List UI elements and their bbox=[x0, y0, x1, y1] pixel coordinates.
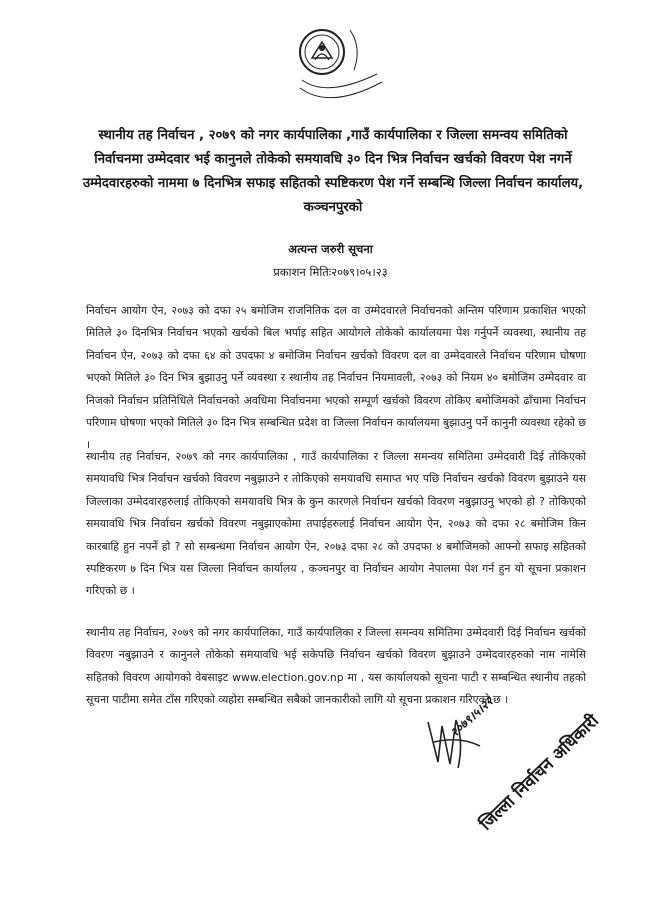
paragraph-legal-provision: निर्वाचन आयोग ऐन, २०७३ को दफा २५ बमोजिम राजनितिक दल वा उम्मेदवारले निर्वाचनको अन्तिम परिणाम प्रकाशित भएको मितिले ३० दिनभित्र निर्वाचन भएको खर्चको बिल भर्पाइ सहित आयोगले तोकेको कार्यालयमा पेश गर्नुपर्ने व्यवस्था, स्थानीय तह निर्वाचन ऐन, २०७३ को दफा ६४ को उपदफा ४ बमोजिम निर्वाचन खर्चको विवरण दल वा उम्मेदवारले निर्वाचन परिणाम घोषणा भएको मितिले ३० दिन भित्र बुझाउनु पर्ने व्यवस्था र स्थानीय तह निर्वाचन नियमावली, २०७३ को नियम ४० बमोजिम उम्मेदवार वा निजको निर्वाचन प्रतिनिधिले निर्वाचनको अवधिमा निर्वाचनमा भएको सम्पूर्ण खर्चको विवरण तोकिए बमोजिमको ढाँचामा निर्वाचन परिणाम घोषणा भएको मितिले ३० दिन भित्र सम्बन्धित प्रदेश वा जिल्ला निर्वाचन कार्यालयमा बुझाउनु पर्ने कानुनी व्यवस्था रहेको छ । bbox=[86, 304, 586, 452]
paragraph-clarification-request: स्थानीय तह निर्वाचन, २०७९ को नगर कार्यपालिका , गाउँ कार्यपालिका र जिल्ला समन्वय समितिमा उम्मेदवारी दिई तोकिएको समयावधि भित्र निर्वाचन खर्चको विवरण नबुझाउने र तोकिएको समयावधि समाप्त भए पछि निर्वाचन खर्चको विवरण बुझाउने यस जिल्लाका उम्मेदवारहरुलाई तोकिएको समयावधि भित्र के कुन कारणले निर्वाचन खर्चको विवरण नबुझाउनु भएको हो ? तोकिएको समयावधि भित्र निर्वाचन खर्चको विवरण नबुझाएकोमा तपाईहरुलाई निर्वाचन आयोग ऐन, २०७३ को दफा २८ बमोजिम किन कारबाहि हुन नपर्ने हो ? सो सम्बन्धमा निर्वाचन आयोग ऐन, २०७३ दफा २८ को उपदफा ४ बमोजिमको आफ्नो सफाइ सहितको स्पष्टिकरण ७ दिन भित्र यस जिल्ला निर्वाचन कार्यालय , कञ्चनपुर वा निर्वाचन आयोग नेपालमा पेश गर्न हुन यो सूचना प्रकाशन गरिएको छ । bbox=[86, 450, 586, 598]
election-commission-seal-icon bbox=[282, 18, 392, 118]
notice-heading: स्थानीय तह निर्वाचन , २०७९ को नगर कार्यपालिका ,गाउँ कार्यपालिका र जिल्ला समन्वय समितिको निर्वाचनमा उम्मेदवार भई कानुनले तोकेको समयावधि ३० दिन भित्र निर्वाचन खर्चको विवरण पेश नगर्ने उम्मेदवारहरुको नाममा ७ दिनभित्र सफाइ सहितको स्पष्टिकरण पेश गर्ने सम्बन्धि जिल्ला निर्वाचन कार्यालय, कञ्चनपुरको bbox=[82, 128, 584, 215]
notice-title: अत्यन्त जरुरी सूचना bbox=[288, 242, 373, 256]
office-seal bbox=[282, 18, 392, 118]
paragraph-publication-notice: स्थानीय तह निर्वाचन, २०७९ को नगर कार्यपालिका, गाउँ कार्यपालिका र जिल्ला समन्वय समितिमा उम्मेदवारी दिई निर्वाचन खर्चको विवरण नबुझाउने र कानुनले तोकेको समयावधि भई सकेपछि निर्वाचन खर्चको विवरण बुझाउने उम्मेदवारहरुको नाम नामेसि सहितको विवरण आयोगको वेबसाइट www.election.gov.np मा , यस कार्यालयको सूचना पाटी र सम्बन्धित स्थानीय तहको सूचना पाटीमा समेत टाँस गरिएको व्यहोरा सम्बन्धित सबैको जानकारीको लागि यो सूचना प्रकाशन गरिएको छ । bbox=[86, 626, 586, 707]
signature-date: २०७९।५।२२ bbox=[447, 694, 496, 740]
officer-title-stamp: जिल्ला निर्वाचन अधिकारी bbox=[476, 711, 603, 835]
publication-date: प्रकाशन मितिः२०७९।०५।२३ bbox=[273, 265, 388, 279]
